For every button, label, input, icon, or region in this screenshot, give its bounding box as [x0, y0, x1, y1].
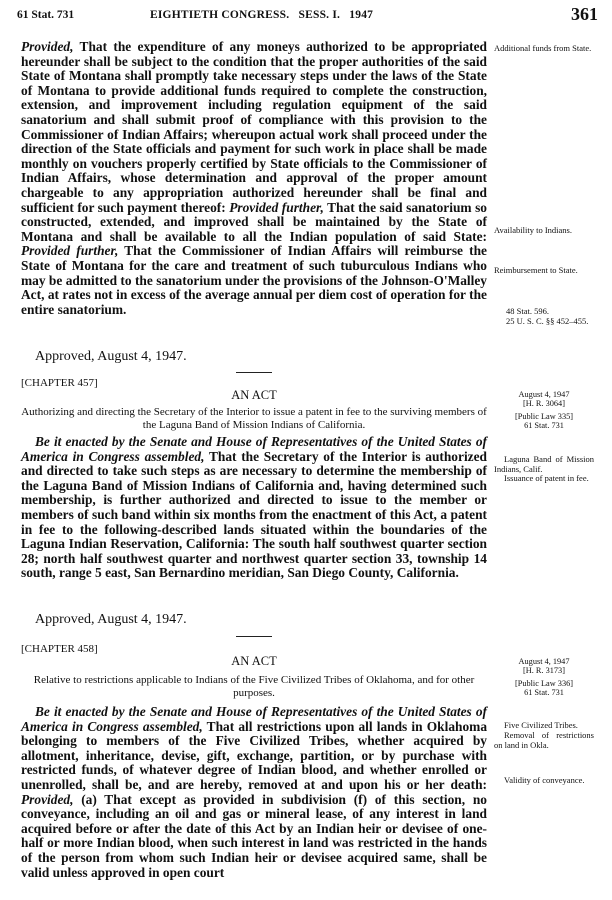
- ch457-public-law: [Public Law 335]: [514, 412, 574, 421]
- approved-date-2: Approved, August 4, 1947.: [35, 612, 187, 627]
- chapter-458-provided-label: Provided,: [21, 791, 74, 807]
- provisions-paragraph: [21, 40, 487, 317]
- chapter-457-label: [CHAPTER 457]: [21, 377, 98, 389]
- section-continuation: [21, 40, 487, 317]
- chapter-457-text: That the Secretary of the Interior is authorized and directed to take such steps as are necessary to determine the membership of the Laguna Band of Mission Indians of California and, having determined such membership, is further authorized and directed to issue to the member or members of such band within six months from the enactment of this Act, a patent in fee to the following-described lands situated within the boundaries of the Laguna Indian Reservation, California: The south half southwest quarter section 28; north half southwest quarter and northwest quarter section 33, township 14 south, range 5 east, San Bernardino meridian, San Diego County, California.: [21, 448, 488, 581]
- margin-note-removal-restrictions: Removal of restrictions on land in Okla.: [494, 730, 594, 750]
- margin-note-five-tribes: Five Civilized Tribes.: [504, 720, 578, 730]
- ch457-stat: 61 Stat. 731: [524, 421, 564, 430]
- ch458-date: August 4, 1947: [518, 657, 570, 666]
- provision-text-a: That the expenditure of any moneys authorized to be appropriated hereunder shall be subject to the condition that the proper authorities of the said State of Montana shall promptly take necessary steps under the laws of the State of Montana to provide additional funds required to complete the construction, extension, and improvement including regulation equipment of the said sanatorium and shall submit proof of compliance with this provision to the Commissioner of Indian Affairs; whereupon actual work shall proceed under the direction of the State officials and payment for such work in place shall be made monthly on vouchers properly certified by State officials to the Commissioner of Indian Affairs, whose determination and approval of the proper amount chargeable to any appropriation authorized hereunder shall be final and sufficient for such payment thereof:: [21, 39, 487, 215]
- chapter-458-paragraph: [21, 705, 487, 880]
- margin-note-reimbursement: Reimbursement to State.: [494, 265, 578, 275]
- margin-note-validity: Validity of conveyance.: [504, 775, 585, 785]
- running-head-citation: 61 Stat. 731: [17, 9, 75, 21]
- chapter-458-body: [21, 705, 487, 880]
- chapter-457-body: [21, 435, 487, 581]
- chapter-457-paragraph: [21, 435, 487, 581]
- provided-label: Provided,: [21, 39, 74, 54]
- ch458-bill-number: [H. R. 3173]: [523, 666, 565, 675]
- chapter-458-label: [CHAPTER 458]: [21, 643, 98, 655]
- section-rule-2: [236, 636, 272, 637]
- margin-note-patent-in-fee: Issuance of patent in fee.: [504, 473, 589, 483]
- enacting-clause-457: Be it enacted by the Senate and House of Representatives of the United States of America in Congress assembled,: [21, 434, 487, 464]
- ch458-public-law: [Public Law 336]: [514, 679, 574, 688]
- running-head-title: EIGHTIETH CONGRESS. SESS. I. 1947: [150, 9, 374, 21]
- provision-text-c: That the Commissioner of Indian Affairs will reimburse the State of Montana for the care and treatment of such tuburculous Indians who may be admitted to the sanatorium under the provisions of the Johnson-O'Malley Act, at rates not in excess of the average annual per diem cost of operation for the entire sanatorium.: [21, 243, 487, 317]
- margin-note-availability: Availability to Indians.: [494, 225, 572, 235]
- margin-note-laguna-band: Laguna Band of Mission Indians, Calif.: [494, 454, 594, 474]
- ch457-bill-number: [H. R. 3064]: [523, 399, 565, 408]
- chapter-457-title: Authorizing and directing the Secretary of the Interior to issue a patent in fee to the surviving members of the Laguna Band of Mission Indians of California.: [21, 406, 487, 431]
- margin-note-additional-funds: Additional funds from State.: [494, 43, 592, 53]
- ch458-stat: 61 Stat. 731: [524, 688, 564, 697]
- margin-note-citation-1: 48 Stat. 596.: [506, 306, 549, 316]
- provided-further-label-1: Provided further,: [229, 199, 324, 215]
- chapter-458-title: Relative to restrictions applicable to Indians of the Five Civilized Tribes of Oklahoma, and for other purposes.: [33, 674, 475, 699]
- chapter-457-act-heading: AN ACT: [231, 388, 277, 402]
- provided-further-label-2: Provided further,: [21, 243, 119, 259]
- enacting-clause-458: Be it enacted by the Senate and House of Representatives of the United States of America in Congress assembled,: [21, 704, 487, 734]
- approved-date-1: Approved, August 4, 1947.: [35, 349, 187, 364]
- chapter-458-act-heading: AN ACT: [231, 654, 277, 668]
- section-rule-1: [236, 372, 272, 373]
- provision-text-b: That the said sanatorium so constructed, extended, and improved shall be maintained by the State of Montana and shall be available to all the Indian population of said State:: [21, 199, 487, 244]
- ch457-date: August 4, 1947: [518, 390, 570, 399]
- chapter-458-text-a: That all restrictions upon all lands in Oklahoma belonging to members of the Five Civilized Tribes, whether acquired by allotment, inheritance, devise, gift, exchange, partition, or by purchase with restricted funds, of whatever degree of Indian blood, and whether enrolled or unenrolled, shall be, and are hereby, removed at and upon his or her death:: [21, 718, 488, 792]
- chapter-458-text-b: (a) That except as provided in subdivision (f) of this section, no conveyance, including an oil and gas or mineral lease, of any interest in land acquired before or after the date of this Act by an Indian heir or devisee of one-half or more Indian blood, when such interest in land was restricted in the hands of the person from whom such Indian heir or devisee acquired same, shall be valid unless approved in open court: [21, 791, 487, 880]
- margin-note-citation-2: 25 U. S. C. §§ 452–455.: [506, 316, 589, 326]
- page-number: 361: [571, 4, 598, 24]
